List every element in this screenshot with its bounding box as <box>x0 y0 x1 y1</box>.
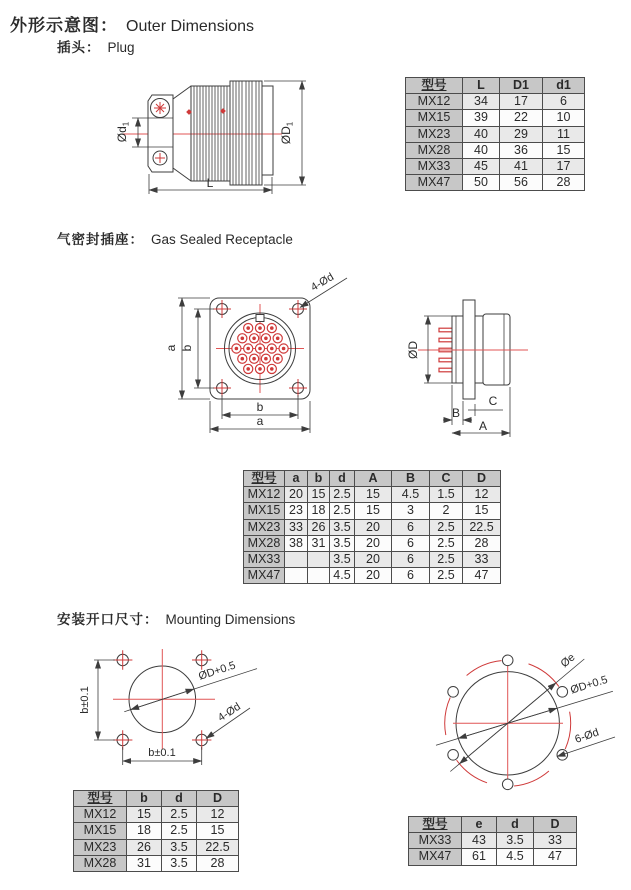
receptacle-front-view <box>150 263 350 453</box>
front-holes-label: 4-Ød <box>308 270 337 294</box>
column-header: D1 <box>500 78 543 94</box>
value-cell: 33 <box>463 551 501 567</box>
value-cell: 12 <box>463 487 501 503</box>
page-title <box>10 11 254 36</box>
table-row <box>244 519 501 535</box>
value-cell: 40 <box>463 142 500 158</box>
value-cell: 28 <box>197 855 239 871</box>
column-header: 型号 <box>74 791 127 807</box>
value-cell: 56 <box>500 175 543 191</box>
value-cell: 31 <box>308 535 330 551</box>
value-cell: 4.5 <box>330 568 355 584</box>
model-cell: MX23 <box>244 519 285 535</box>
table-row <box>406 142 585 158</box>
value-cell: 22 <box>500 110 543 126</box>
value-cell: 10 <box>543 110 585 126</box>
value-cell: 3.5 <box>330 535 355 551</box>
column-header: C <box>430 471 463 487</box>
value-cell: 15 <box>355 487 392 503</box>
value-cell: 20 <box>355 519 392 535</box>
column-header: d <box>162 791 197 807</box>
table-row <box>406 158 585 174</box>
receptacle-heading-zh: 气密封插座： <box>57 232 144 247</box>
table-row <box>406 175 585 191</box>
model-cell: MX47 <box>406 175 463 191</box>
table-row <box>244 551 501 567</box>
column-header: 型号 <box>409 817 462 833</box>
column-header: D <box>197 791 239 807</box>
header-row <box>406 78 585 94</box>
model-cell: MX15 <box>74 823 127 839</box>
value-cell: 2 <box>430 503 463 519</box>
model-cell: MX23 <box>406 126 463 142</box>
contact-pins <box>232 324 288 374</box>
column-header: 型号 <box>244 471 285 487</box>
mount6-dim-e: Øe <box>558 651 578 671</box>
mounting-4hole-table <box>73 790 239 872</box>
value-cell <box>285 568 308 584</box>
front-dim-b-bottom: b <box>256 400 264 414</box>
value-cell: 17 <box>543 158 585 174</box>
plug-dim-d1-label: $Ød_1$ <box>115 121 131 143</box>
value-cell: 4.5 <box>392 487 430 503</box>
value-cell: 15 <box>463 503 501 519</box>
section-plug-heading <box>57 36 135 57</box>
side-dim-C: C <box>488 394 498 408</box>
mount6-bore-label: ØD+0.5 <box>569 673 610 697</box>
value-cell: 6 <box>392 551 430 567</box>
value-cell <box>285 551 308 567</box>
table-row <box>244 535 501 551</box>
mount4-dim-b-left: b±0.1 <box>79 686 91 714</box>
value-cell: 34 <box>463 94 500 110</box>
model-cell: MX12 <box>406 94 463 110</box>
plug-dim-L-label: L <box>206 176 214 190</box>
value-cell: 47 <box>534 849 577 865</box>
mounting-6hole-drawing <box>420 638 631 825</box>
table-row <box>409 833 577 849</box>
value-cell: 3 <box>392 503 430 519</box>
table-row <box>74 807 239 823</box>
value-cell: 50 <box>463 175 500 191</box>
value-cell: 33 <box>285 519 308 535</box>
mount4-dim-b-bottom: b±0.1 <box>148 747 176 759</box>
value-cell: 22.5 <box>197 839 239 855</box>
side-dim-A: A <box>478 419 488 433</box>
value-cell: 41 <box>500 158 543 174</box>
value-cell: 18 <box>308 503 330 519</box>
column-header: D <box>534 817 577 833</box>
plug-end-cap <box>262 86 273 175</box>
plug-dim-D1-label: $ØD_1$ <box>279 121 295 145</box>
value-cell: 43 <box>462 833 497 849</box>
value-cell: 20 <box>355 551 392 567</box>
mount4-bore-label: ØD+0.5 <box>197 659 238 683</box>
column-header: L <box>463 78 500 94</box>
value-cell: 38 <box>285 535 308 551</box>
model-cell: MX28 <box>406 142 463 158</box>
side-dim-D: ØD <box>406 341 420 359</box>
column-header: 型号 <box>406 78 463 94</box>
column-header: a <box>285 471 308 487</box>
model-cell: MX33 <box>244 551 285 567</box>
value-cell: 22.5 <box>463 519 501 535</box>
model-cell: MX12 <box>74 807 127 823</box>
value-cell: 31 <box>127 855 162 871</box>
page-title-zh: 外形示意图： <box>10 16 118 35</box>
value-cell: 18 <box>127 823 162 839</box>
value-cell: 45 <box>463 158 500 174</box>
table-row <box>74 839 239 855</box>
value-cell: 11 <box>543 126 585 142</box>
value-cell: 2.5 <box>330 487 355 503</box>
mount4-holes-label: 4-Ød <box>215 700 243 725</box>
table-row <box>406 126 585 142</box>
section-mounting-heading <box>57 608 295 629</box>
model-cell: MX23 <box>74 839 127 855</box>
column-header: D <box>463 471 501 487</box>
header-row <box>74 791 239 807</box>
column-header: b <box>127 791 162 807</box>
header-row <box>409 817 577 833</box>
model-cell: MX28 <box>74 855 127 871</box>
value-cell: 3.5 <box>330 519 355 535</box>
value-cell: 15 <box>308 487 330 503</box>
front-dim-a-left: a <box>164 344 178 352</box>
plug-heading-zh: 插头： <box>57 40 101 55</box>
value-cell: 61 <box>462 849 497 865</box>
table-row <box>409 849 577 865</box>
value-cell: 12 <box>197 807 239 823</box>
front-dim-b-left: b <box>180 344 194 352</box>
receptacle-heading-en: Gas Sealed Receptacle <box>151 232 293 247</box>
value-cell: 1.5 <box>430 487 463 503</box>
value-cell: 3.5 <box>162 855 197 871</box>
section-receptacle-heading <box>57 228 293 249</box>
value-cell: 29 <box>500 126 543 142</box>
model-cell: MX15 <box>406 110 463 126</box>
header-row <box>244 471 501 487</box>
model-cell: MX15 <box>244 503 285 519</box>
value-cell: 3.5 <box>497 833 534 849</box>
model-cell: MX12 <box>244 487 285 503</box>
model-cell: MX47 <box>409 849 462 865</box>
value-cell: 20 <box>285 487 308 503</box>
column-header: A <box>355 471 392 487</box>
model-cell: MX47 <box>244 568 285 584</box>
receptacle-table <box>243 470 501 584</box>
value-cell: 17 <box>500 94 543 110</box>
value-cell: 23 <box>285 503 308 519</box>
value-cell: 40 <box>463 126 500 142</box>
value-cell: 2.5 <box>162 807 197 823</box>
column-header: d1 <box>543 78 585 94</box>
value-cell: 2.5 <box>430 551 463 567</box>
value-cell: 26 <box>127 839 162 855</box>
plug-table <box>405 77 585 191</box>
value-cell: 2.5 <box>430 519 463 535</box>
receptacle-side-view <box>393 273 583 458</box>
value-cell: 6 <box>392 519 430 535</box>
value-cell: 2.5 <box>330 503 355 519</box>
model-cell: MX33 <box>406 158 463 174</box>
table-row <box>74 823 239 839</box>
table-row <box>244 503 501 519</box>
table-row <box>244 568 501 584</box>
mounting-6hole-table <box>408 816 577 866</box>
value-cell: 28 <box>463 535 501 551</box>
value-cell: 28 <box>543 175 585 191</box>
value-cell: 47 <box>463 568 501 584</box>
value-cell: 15 <box>355 503 392 519</box>
table-row <box>406 94 585 110</box>
value-cell: 15 <box>543 142 585 158</box>
column-header: b <box>308 471 330 487</box>
value-cell: 20 <box>355 535 392 551</box>
page-title-en: Outer Dimensions <box>126 18 255 35</box>
value-cell: 26 <box>308 519 330 535</box>
column-header: d <box>497 817 534 833</box>
column-header: e <box>462 817 497 833</box>
value-cell: 15 <box>197 823 239 839</box>
mounting-heading-en: Mounting Dimensions <box>165 612 296 627</box>
value-cell: 39 <box>463 110 500 126</box>
column-header: B <box>392 471 430 487</box>
mounting-heading-zh: 安装开口尺寸： <box>57 612 159 627</box>
keyway <box>256 315 264 322</box>
model-cell: MX33 <box>409 833 462 849</box>
value-cell: 2.5 <box>162 823 197 839</box>
value-cell: 4.5 <box>497 849 534 865</box>
value-cell: 2.5 <box>430 535 463 551</box>
table-row <box>244 487 501 503</box>
value-cell: 6 <box>392 535 430 551</box>
table-row <box>406 110 585 126</box>
mount6-holes-label: 6-Ød <box>573 726 601 746</box>
value-cell <box>308 568 330 584</box>
value-cell: 2.5 <box>430 568 463 584</box>
table-row <box>74 855 239 871</box>
value-cell: 3.5 <box>162 839 197 855</box>
value-cell <box>308 551 330 567</box>
value-cell: 33 <box>534 833 577 849</box>
side-dim-B: B <box>451 406 461 420</box>
value-cell: 36 <box>500 142 543 158</box>
front-dim-a-bottom: a <box>256 414 264 428</box>
mounting-4hole-drawing <box>55 643 290 795</box>
value-cell: 20 <box>355 568 392 584</box>
plug-heading-en: Plug <box>107 40 135 55</box>
value-cell: 6 <box>392 568 430 584</box>
value-cell: 15 <box>127 807 162 823</box>
model-cell: MX28 <box>244 535 285 551</box>
column-header: d <box>330 471 355 487</box>
value-cell: 6 <box>543 94 585 110</box>
value-cell: 3.5 <box>330 551 355 567</box>
plug-outline-drawing <box>82 70 350 202</box>
